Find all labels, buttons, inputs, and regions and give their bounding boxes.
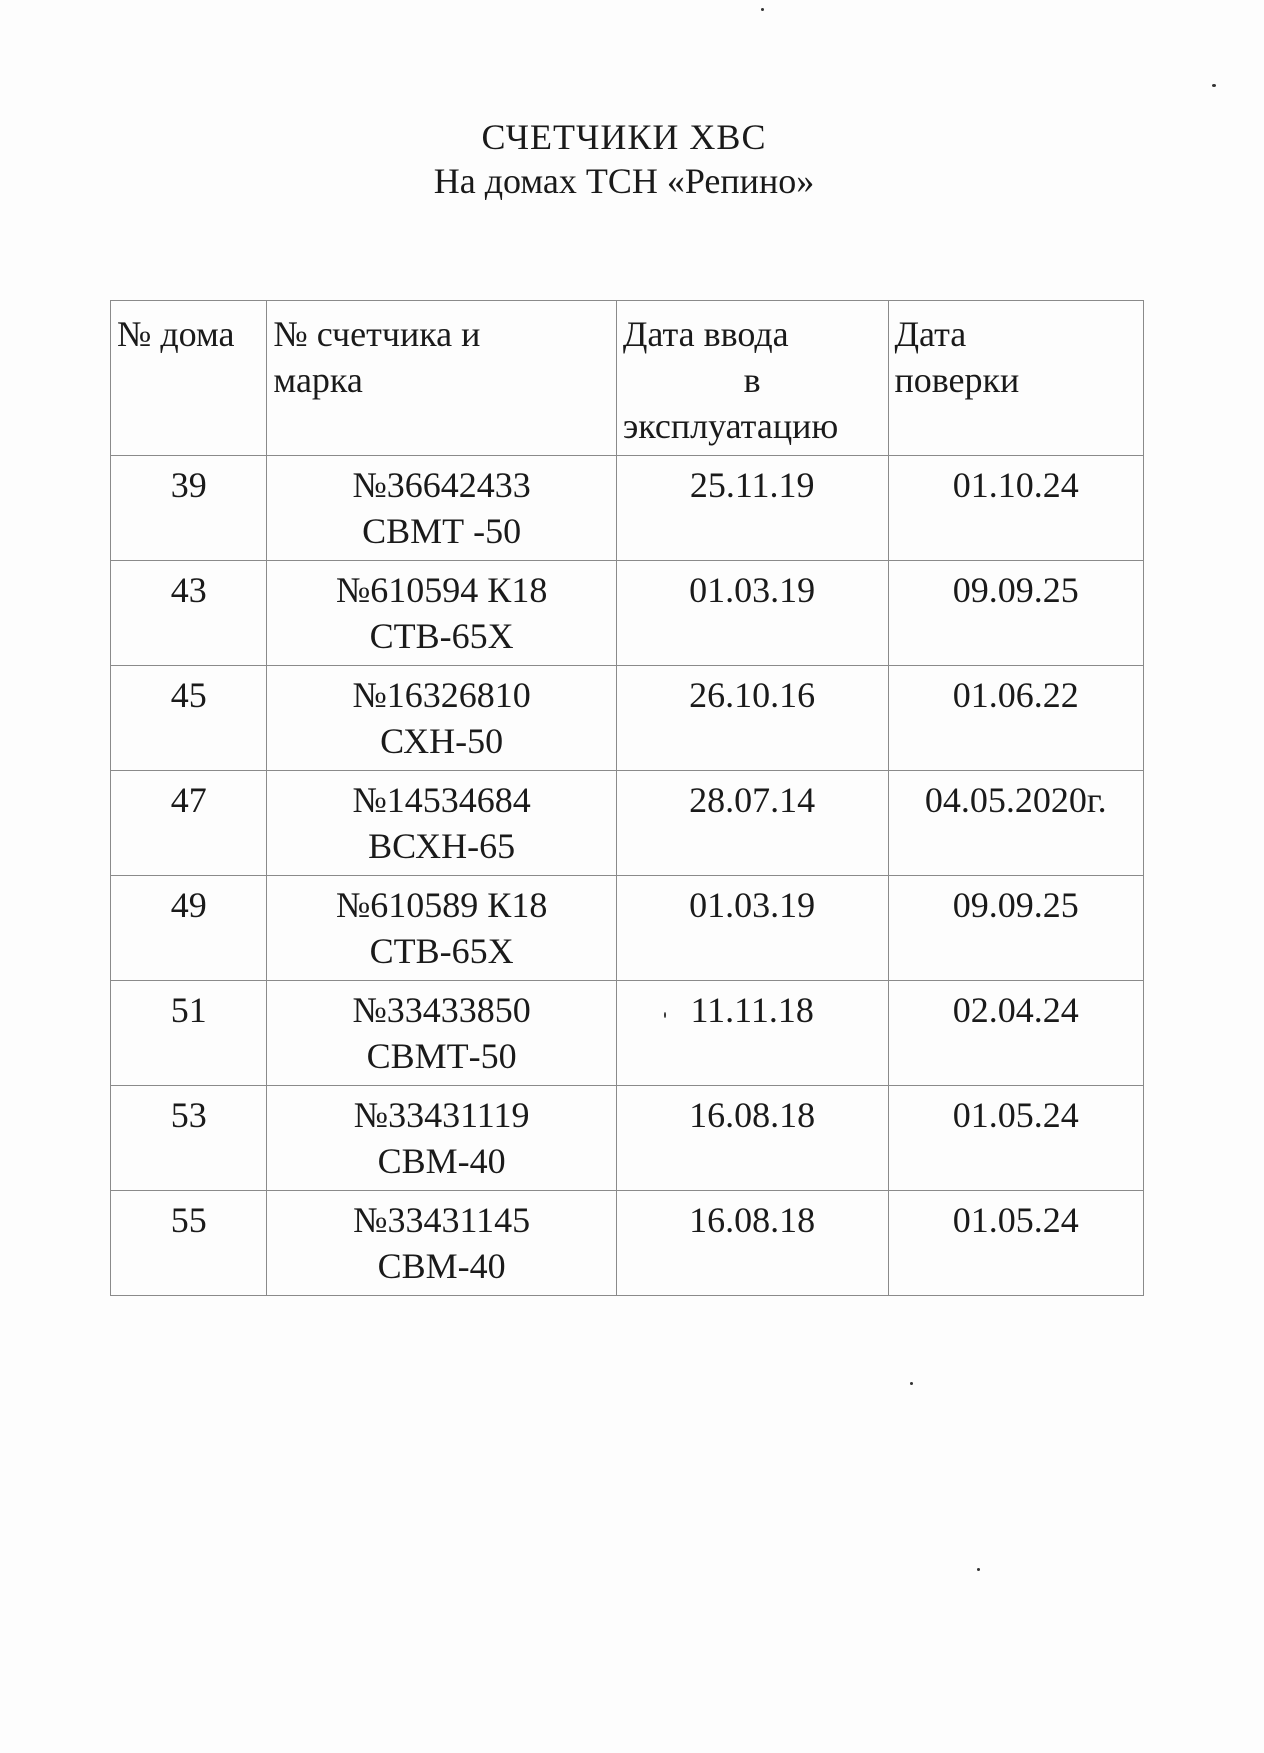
header-commissioned-line1: Дата ввода (622, 314, 789, 354)
commissioned-date: 16.08.18 (689, 1095, 816, 1135)
cell-house (111, 561, 267, 666)
header-meter-line2: марка (273, 360, 363, 400)
cell-commissioned (616, 981, 888, 1086)
meter-model: ВСХН-65 (368, 826, 516, 866)
commissioned-date: 11.11.18 (690, 990, 814, 1030)
document-subtitle: На домах ТСН «Репино» (433, 161, 815, 201)
meters-table (110, 300, 1144, 1296)
house-number: 55 (170, 1200, 207, 1240)
meter-number: №14534684 (352, 780, 531, 820)
table-row (111, 771, 1144, 876)
meter-model: СВМТ -50 (362, 511, 522, 551)
meter-model: СВМ-40 (377, 1246, 506, 1286)
verification-date: 09.09.25 (952, 885, 1079, 925)
table-body (111, 456, 1144, 1296)
table-row (111, 1086, 1144, 1191)
cell-meter (267, 456, 616, 561)
cell-commissioned (616, 1191, 888, 1296)
header-verification-line1: Дата (894, 314, 967, 354)
scan-speck (977, 1568, 980, 1571)
cell-verification (888, 981, 1144, 1086)
cell-commissioned (616, 771, 888, 876)
table-row (111, 981, 1144, 1086)
cell-verification (888, 1086, 1144, 1191)
verification-date: 02.04.24 (952, 990, 1079, 1030)
commissioned-date: 16.08.18 (689, 1200, 816, 1240)
scan-speck (761, 8, 764, 11)
house-number: 47 (170, 780, 207, 820)
cell-house (111, 1191, 267, 1296)
scan-speck (1212, 84, 1216, 87)
cell-verification (888, 771, 1144, 876)
cell-meter (267, 1086, 616, 1191)
header-verification-line2: поверки (894, 360, 1020, 400)
cell-verification (888, 876, 1144, 981)
header-commissioned-line2: в (743, 360, 761, 400)
cell-meter (267, 561, 616, 666)
house-number: 51 (170, 990, 207, 1030)
commissioned-date: 01.03.19 (689, 885, 816, 925)
header-meter (267, 301, 616, 456)
meter-model: СВМ-40 (377, 1141, 506, 1181)
cell-verification (888, 666, 1144, 771)
table-row (111, 1191, 1144, 1296)
commissioned-date: 01.03.19 (689, 570, 816, 610)
commissioned-date: 28.07.14 (689, 780, 816, 820)
cell-commissioned (616, 456, 888, 561)
verification-date: 04.05.2020г. (924, 780, 1107, 820)
cell-meter (267, 876, 616, 981)
cell-commissioned (616, 666, 888, 771)
commissioned-date: 25.11.19 (689, 465, 815, 505)
cell-meter (267, 666, 616, 771)
meter-model: СХН-50 (380, 721, 504, 761)
cell-commissioned (616, 876, 888, 981)
cell-meter (267, 981, 616, 1086)
header-meter-line1: № счетчика и (273, 314, 481, 354)
table-row (111, 456, 1144, 561)
header-verification (888, 301, 1144, 456)
scan-speck (910, 1382, 913, 1385)
table-header-row (111, 301, 1144, 456)
house-number: 39 (170, 465, 207, 505)
house-number: 53 (170, 1095, 207, 1135)
header-house-label: № дома (117, 314, 235, 354)
cell-house (111, 666, 267, 771)
house-number: 45 (170, 675, 207, 715)
cell-verification (888, 1191, 1144, 1296)
meter-number: №36642433 (352, 465, 531, 505)
meter-model: СТВ-65Х (369, 931, 514, 971)
house-number: 43 (170, 570, 207, 610)
cell-house (111, 876, 267, 981)
cell-verification (888, 561, 1144, 666)
meter-number: №610594 К18 (335, 570, 548, 610)
house-number: 49 (170, 885, 207, 925)
cell-commissioned (616, 1086, 888, 1191)
verification-date: 01.05.24 (952, 1200, 1079, 1240)
meter-number: №16326810 (352, 675, 531, 715)
header-commissioned (616, 301, 888, 456)
cell-verification (888, 456, 1144, 561)
header-house (111, 301, 267, 456)
cell-meter (267, 771, 616, 876)
meter-number: №33431119 (353, 1095, 530, 1135)
header-commissioned-line3: эксплуатацию (622, 406, 839, 446)
table-row (111, 876, 1144, 981)
document-title: СЧЕТЧИКИ ХВС (481, 117, 767, 157)
meter-number: №33433850 (352, 990, 531, 1030)
table-row (111, 666, 1144, 771)
cell-house (111, 456, 267, 561)
verification-date: 01.06.22 (952, 675, 1079, 715)
commissioned-date: 26.10.16 (689, 675, 816, 715)
meter-number: №610589 К18 (335, 885, 548, 925)
cell-commissioned (616, 561, 888, 666)
verification-date: 01.05.24 (952, 1095, 1079, 1135)
verification-date: 01.10.24 (952, 465, 1079, 505)
meter-model: СТВ-65Х (369, 616, 514, 656)
cell-house (111, 981, 267, 1086)
meter-number: №33431145 (353, 1200, 531, 1240)
verification-date: 09.09.25 (952, 570, 1079, 610)
scan-speck (664, 1012, 666, 1018)
table-row (111, 561, 1144, 666)
cell-house (111, 771, 267, 876)
meter-model: СВМТ-50 (366, 1036, 517, 1076)
cell-house (111, 1086, 267, 1191)
cell-meter (267, 1191, 616, 1296)
